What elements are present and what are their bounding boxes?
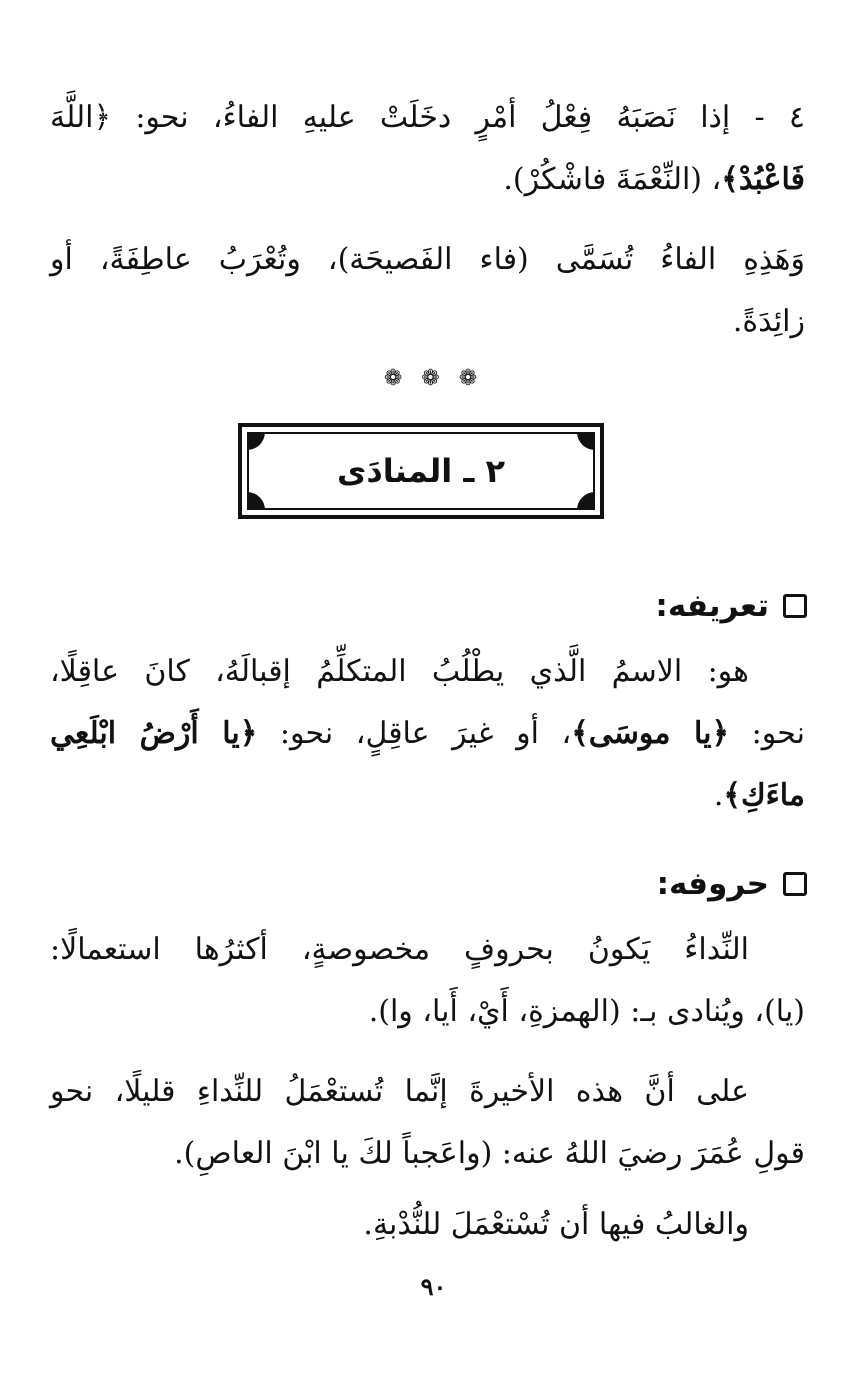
paragraph-line: ٤ - إذا نَصَبَهُ فِعْلُ أمْرٍ دخَلَتْ عليهِ الفاءُ، نحو: ﴿اللَّهَ: [50, 100, 805, 135]
paragraph-line: على أنَّ هذه الأخيرةَ إنَّما تُستعْمَلُ للنِّداءِ قليلًا، نحو: [50, 1074, 749, 1109]
paragraph-line: وَهَذِهِ الفاءُ تُسَمَّى (فاء الفَصيحَة)، وتُعْرَبُ عاطِفَةً، أو: [50, 242, 805, 277]
paragraph-line: هو: الاسمُ الَّذي يطْلُبُ المتكلِّمُ إقبالَهُ، كانَ عاقِلًا،: [50, 654, 749, 689]
square-bullet-icon: [783, 872, 807, 896]
paragraph-line: زائِدَةً.: [732, 304, 805, 339]
quran-quote: ﴿يا أَرْضُ ابْلَعِي: [50, 716, 258, 751]
section-title: ٢ ـ المنادَى: [337, 452, 506, 490]
paragraph-text: .: [713, 778, 724, 813]
quran-quote: ﴿يا موسَى﴾: [571, 716, 730, 751]
paragraph-line: والغالبُ فيها أن تُسْتعْمَلَ للنُّدْبةِ.: [363, 1207, 749, 1242]
paragraph-line: [50, 160, 805, 200]
paragraph-line: [50, 776, 805, 816]
paragraph-text: ، (النِّعْمَةَ فاشْكُرْ).: [503, 162, 722, 197]
paragraph-text: ، أو غيرَ عاقِلٍ، نحو:: [257, 716, 572, 751]
square-bullet-icon: [783, 594, 807, 618]
definition-heading: [655, 588, 807, 624]
heading-label: حروفه:: [656, 866, 769, 902]
paragraph-line: (يا)، ويُنادى بـ: (الهمزةِ، أَيْ، أَيا، وا).: [368, 994, 805, 1029]
heading-label: تعريفه:: [655, 588, 769, 624]
paragraph-line: قولِ عُمَرَ رضيَ اللهُ عنه: (واعَجباً لكَ يا ابْنَ العاصِ).: [174, 1136, 805, 1171]
paragraph-text: نحو:: [729, 716, 805, 751]
quran-quote: ماءَكِ﴾: [723, 778, 805, 813]
letters-heading: [657, 866, 807, 902]
paragraph-line: النِّداءُ يَكونُ بحروفٍ مخصوصةٍ، أكثرُها استعمالًا:: [50, 932, 749, 967]
section-separator: ❁ ❁ ❁: [383, 366, 484, 391]
page-number: ٩٠: [420, 1272, 447, 1301]
section-title-box: [238, 423, 604, 519]
paragraph-line: [50, 714, 805, 754]
quran-quote: فَاعْبُدْ﴾: [721, 162, 805, 197]
